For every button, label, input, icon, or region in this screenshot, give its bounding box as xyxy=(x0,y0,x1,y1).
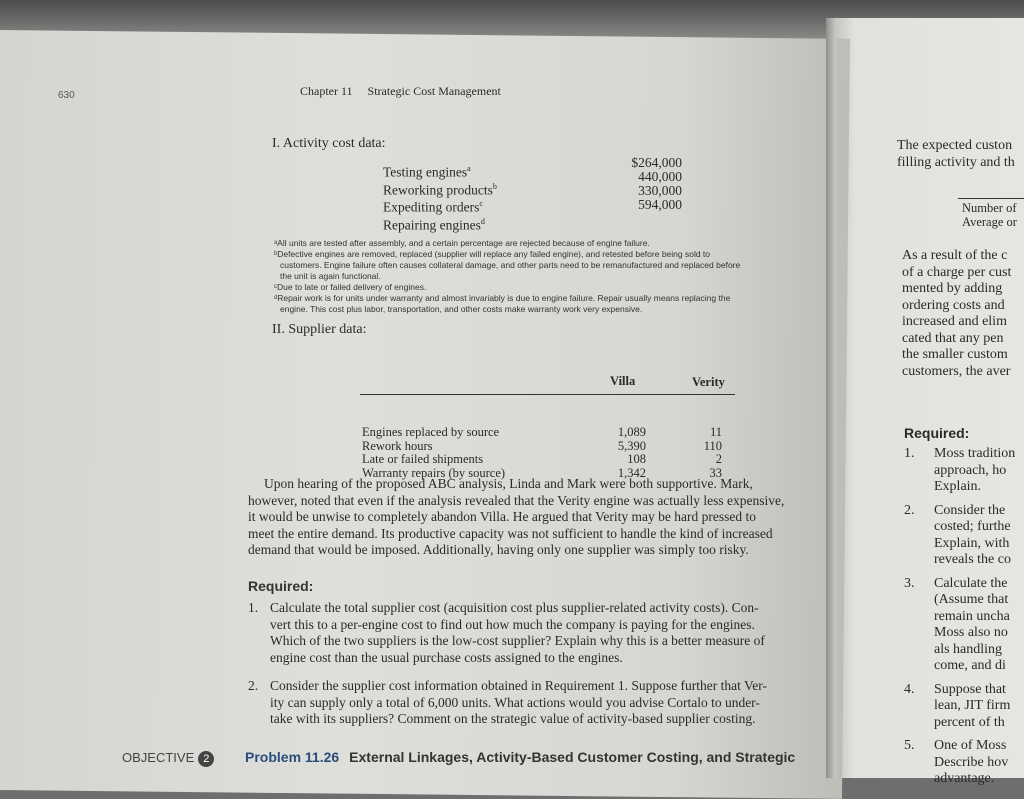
activity-amounts xyxy=(630,156,682,212)
right-table-rule xyxy=(958,198,1024,199)
villa-values xyxy=(608,426,646,480)
right-required-item: 1. Moss tradition approach, ho Explain. xyxy=(904,446,1016,494)
right-required-title: Required: xyxy=(904,425,970,441)
activity-item: Testing engines$^a$ xyxy=(383,164,471,180)
chapter-title: Strategic Cost Management xyxy=(367,84,501,98)
objective-marker xyxy=(122,750,214,767)
col-header-villa: Villa xyxy=(610,374,636,388)
item-number: 1. xyxy=(248,600,259,615)
right-line: cated that any pen xyxy=(902,330,1004,346)
amount-cell: 440,000 xyxy=(638,169,682,184)
required-title: Required: xyxy=(248,578,314,594)
right-line: As a result of the c xyxy=(902,248,1008,263)
page-number: 630 xyxy=(58,90,75,101)
table-cell: 1,342 xyxy=(617,465,646,480)
paragraph-line: Upon hearing of the proposed ABC analysis, Linda and Mark were both supportive. Mark, xyxy=(264,476,753,491)
problem-title: External Linkages, Activity-Based Customer Costing, and Strategic xyxy=(349,749,796,765)
right-table xyxy=(962,202,1024,229)
footnote-line: ᵇDefective engines are removed, replaced (supplier will replace any failed engine), and retested before being sold to xyxy=(274,249,711,259)
objective-number: 2 xyxy=(198,751,214,767)
item-line: vert this to a per-engine cost to find out how much the company is paying for the engines. xyxy=(270,616,755,632)
paragraph-line: it would be unwise to completely abandon Villa. He argued that Verity may be hard pressed to xyxy=(248,509,756,524)
table-cell: 5,390 xyxy=(617,438,646,453)
activity-cost-list xyxy=(383,162,497,232)
paragraph-line: meet the entire demand. Its productive capacity was not sufficient to handle the kind of increased xyxy=(248,525,773,541)
activity-item: Reworking products$^b$ xyxy=(383,181,497,197)
amount-cell: 594,000 xyxy=(638,197,682,212)
verity-values xyxy=(692,426,722,480)
item-line: take with its suppliers? Comment on the strategic value of activity-based supplier costing. xyxy=(270,711,756,726)
right-line: ordering costs and xyxy=(902,297,1005,313)
footnote-line: engine. This cost plus labor, transportation, and other costs make warranty work very expensive. xyxy=(280,304,643,314)
right-line: increased and elim xyxy=(902,314,1007,329)
section2-title: II. Supplier data: xyxy=(272,322,367,337)
item-line: Calculate the total supplier cost (acquisition cost plus supplier-related activity costs). Con- xyxy=(270,600,759,615)
table-cell: 1,089 xyxy=(617,425,646,439)
running-header xyxy=(300,84,501,99)
item-line: Which of the two suppliers is the low-cost supplier? Explain why this is a better measure of xyxy=(270,633,765,648)
table-row-label: Rework hours xyxy=(362,438,433,453)
item-line: Consider the supplier cost information obtained in Requirement 1. Suppose further that Ver- xyxy=(270,678,768,693)
table-cell: 33 xyxy=(709,465,722,480)
item-number: 2. xyxy=(248,678,259,693)
book-gutter xyxy=(826,18,836,778)
amount-cell: 330,000 xyxy=(638,183,682,198)
right-required-item: 2. Consider the costed; furthe Explain, with reveals the co xyxy=(904,502,1011,567)
footnotes xyxy=(274,238,740,315)
right-paragraph xyxy=(902,248,1024,380)
body-paragraph xyxy=(248,476,784,559)
table-row-label: Late or failed shipments xyxy=(362,452,484,466)
footnote-line: ᵃAll units are tested after assembly, and a certain percentage are rejected because of engine failure. xyxy=(274,238,650,248)
paragraph-line: demand that would be imposed. Additionally, having only one supplier was simply too risky. xyxy=(248,542,749,557)
table-header-rule xyxy=(360,394,735,395)
right-required-item: 5. One of Moss Describe hov advantage. xyxy=(904,738,1009,786)
right-line: mented by adding xyxy=(902,281,1003,296)
footnote-line: the unit is again functional. xyxy=(280,271,381,281)
problem-number: Problem 11.26 xyxy=(245,749,340,765)
footnote-line: ᶜDue to late or failed delivery of engines. xyxy=(274,282,427,292)
table-cell: 11 xyxy=(709,425,722,439)
footnote-line: ᵈRepair work is for units under warranty and almost invariably is due to engine failure. Repair usually means replacing the xyxy=(274,293,731,303)
right-table-row: Number of xyxy=(962,202,1017,215)
required-item-2 xyxy=(248,678,767,728)
paragraph-line: however, noted that even if the analysis revealed that the Verity engine was actually less expensive, xyxy=(248,492,785,508)
right-table-row: Average or xyxy=(962,214,1017,229)
table-cell: 110 xyxy=(703,438,722,453)
item-line: ity can supply only a total of 6,000 units. What actions would you advise Cortalo to under- xyxy=(270,694,760,710)
col-header-verity: Verity xyxy=(692,375,725,389)
right-line: the smaller custom xyxy=(902,347,1008,362)
right-required-list xyxy=(904,446,1024,788)
right-line: filling activity and th xyxy=(897,154,1015,170)
right-required-item: 3. Calculate the (Assume that remain uncha Moss also no als handling come, and di xyxy=(904,575,1010,673)
table-cell: 2 xyxy=(715,452,722,466)
item-line: engine cost than the usual purchase costs assigned to the engines. xyxy=(270,649,623,665)
table-cell: 108 xyxy=(627,452,646,466)
section1-title: I. Activity cost data: xyxy=(272,136,386,151)
supplier-row-labels xyxy=(362,426,505,480)
table-row-label: Warranty repairs (by source) xyxy=(362,465,506,480)
objective-label: OBJECTIVE xyxy=(122,750,195,765)
activity-item: Repairing engines$^d$ xyxy=(383,216,485,232)
right-line: The expected custon xyxy=(897,138,1013,153)
problem-heading xyxy=(245,749,795,765)
amount-cell: $264,000 xyxy=(631,155,682,170)
right-line: of a charge per cust xyxy=(902,264,1012,280)
right-line: customers, the aver xyxy=(902,363,1011,379)
table-row-label: Engines replaced by source xyxy=(362,425,500,439)
required-item-1 xyxy=(248,600,765,666)
activity-item: Expediting orders$^c$ xyxy=(383,199,483,215)
footnote-line: customers. Engine failure often causes collateral damage, and other parts need to be remanufactured and replaced before xyxy=(280,260,741,270)
right-intro xyxy=(897,138,1024,171)
right-required-item: 4. Suppose that lean, JIT firm percent of th xyxy=(904,681,1011,730)
chapter-label: Chapter 11 xyxy=(300,84,353,98)
